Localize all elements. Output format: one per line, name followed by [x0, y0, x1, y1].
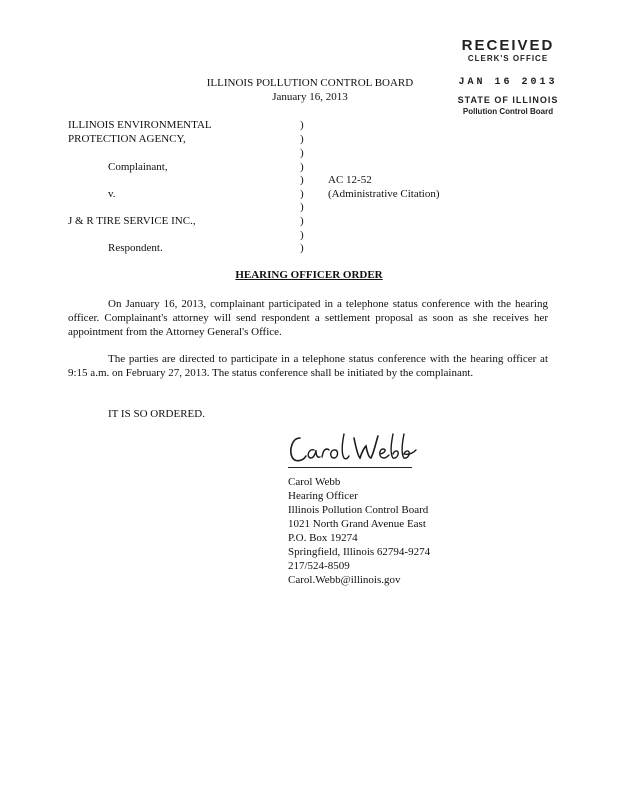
caption-paren: ): [300, 147, 304, 159]
signer-city: Springfield, Illinois 62794-9274: [288, 546, 431, 558]
signer-phone: 217/524-8509: [288, 560, 350, 572]
signer-email: Carol.Webb@illinois.gov: [288, 574, 401, 586]
caption-paren: ): [300, 119, 304, 131]
document-date: January 16, 2013: [272, 91, 348, 103]
complainant-name-line1: ILLINOIS ENVIRONMENTAL: [68, 119, 212, 131]
signer-board: Illinois Pollution Control Board: [288, 504, 429, 516]
caption-paren: ): [300, 161, 304, 173]
stamp-received: RECEIVED: [461, 37, 555, 54]
caption-paren: ): [300, 188, 304, 200]
caption-paren: ): [300, 242, 304, 254]
stamp-board: Pollution Control Board: [462, 107, 554, 116]
signer-po-box: P.O. Box 19274: [288, 532, 358, 544]
stamp-clerk: CLERK'S OFFICE: [467, 54, 549, 63]
respondent-role: Respondent.: [108, 242, 163, 254]
caption-paren: ): [300, 174, 304, 186]
stamp-state: STATE OF ILLINOIS: [457, 95, 559, 105]
versus: v.: [108, 188, 116, 200]
order-title: HEARING OFFICER ORDER: [235, 269, 383, 281]
caption-paren: ): [300, 201, 304, 213]
signature-line: [288, 467, 412, 468]
case-type: (Administrative Citation): [328, 188, 440, 200]
order-paragraph-1: On January 16, 2013, complainant participated in a telephone status conference with the hearing officer. Complainant's attorney will send respondent a settlement proposal as soon as she receives her appointment from the Attorney General's Office.: [68, 298, 548, 338]
case-number: AC 12-52: [328, 174, 372, 186]
closing-statement: IT IS SO ORDERED.: [108, 408, 205, 420]
stamp-date: JAN 16 2013: [458, 77, 558, 88]
caption-paren: ): [300, 229, 304, 241]
order-paragraph-2: The parties are directed to participate in a telephone status conference with the hearing officer at 9:15 a.m. on February 27, 2013. The status conference shall be initiated by the complainant.: [68, 353, 548, 379]
handwritten-signature: [286, 428, 426, 468]
board-name: ILLINOIS POLLUTION CONTROL BOARD: [206, 77, 414, 89]
respondent-name: J & R TIRE SERVICE INC.,: [68, 215, 196, 227]
complainant-name-line2: PROTECTION AGENCY,: [68, 133, 186, 145]
signer-name: Carol Webb: [288, 476, 341, 488]
complainant-role: Complainant,: [108, 161, 168, 173]
signer-street: 1021 North Grand Avenue East: [288, 518, 426, 530]
caption-paren: ): [300, 215, 304, 227]
caption-paren: ): [300, 133, 304, 145]
signer-title: Hearing Officer: [288, 490, 358, 502]
